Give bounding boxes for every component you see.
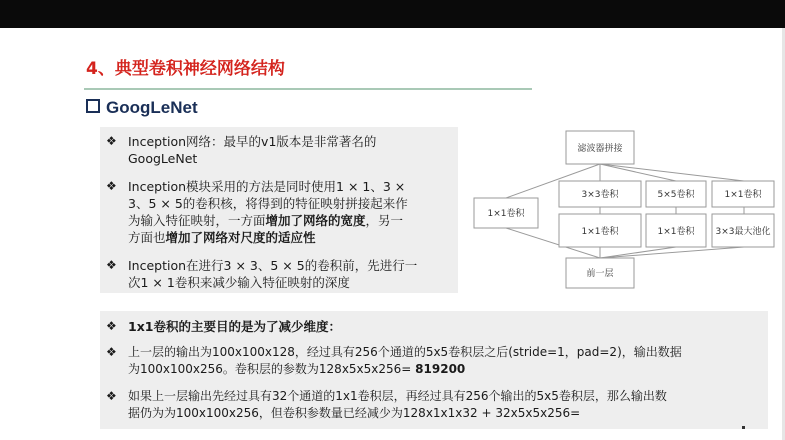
bullet-text-line (128, 212, 454, 229)
title-underline (84, 88, 532, 90)
bullet-text-line: 上一层的输出为100x100x128，经过具有256个通道的5x5卷积层之后(stride=1，pad=2)，输出数据 (128, 345, 682, 359)
node-label: 3×3最大池化 (715, 227, 771, 237)
node-label: 5×5卷积 (657, 190, 695, 200)
node-conv-1x1-left (474, 198, 538, 228)
node-label: 1×1卷积 (487, 209, 525, 219)
edge (600, 247, 744, 258)
bullet-text-line: Inception网络：最早的v1版本是非常著名的 (128, 134, 377, 149)
bullet-text-line: Inception模块采用的方法是同时使用1 × 1、3 × (128, 179, 406, 194)
node-conv-5x5 (646, 181, 706, 207)
bullet-text-line (128, 229, 454, 246)
diamond-bullet-icon: ❖ (106, 179, 117, 193)
bullet-text-line: GoogLeNet (128, 151, 198, 166)
diamond-bullet-icon: ❖ (106, 134, 117, 148)
bullet-text-line: Inception在进行3 × 3、5 × 5的卷积前，先进行一 (128, 258, 418, 273)
node-maxpool-3x3 (712, 214, 774, 247)
node-label: 前一层 (586, 269, 614, 279)
node-label: 1×1卷积 (724, 190, 762, 200)
node-filter-concat (566, 131, 634, 164)
bullet-inception-module (106, 178, 454, 246)
bold-emphasis: 增加了网络对尺度的适应性 (165, 230, 316, 245)
slide-title: 4、典型卷积神经网络结构 (86, 59, 285, 79)
node-conv-1x1-top-right (712, 181, 774, 207)
bullet-heading-text: 1x1卷积的主要目的是为了减少维度： (128, 319, 341, 334)
bullet-text-line (128, 361, 766, 378)
text-fragment: 为100x100x256。卷积层的参数为128x5x5x256= (128, 362, 416, 376)
node-conv-3x3 (559, 181, 641, 207)
diamond-bullet-icon: ❖ (106, 258, 117, 272)
node-conv-1x1-a (559, 214, 641, 247)
node-label: 滤波器拼接 (577, 144, 623, 154)
text-fragment: ，另一 (365, 213, 404, 228)
bold-value: 819200 (415, 362, 466, 376)
edge (600, 164, 676, 181)
diamond-bullet-icon: ❖ (106, 389, 117, 403)
bullet-text-line: 如果上一层输出先经过具有32个通道的1x1卷积层，再经过具有256个输出的5x5卷积层，那么输出数 (128, 389, 667, 403)
edge (600, 247, 676, 258)
checkbox-bullet-icon (86, 99, 100, 113)
node-conv-1x1-b (646, 214, 706, 247)
diamond-bullet-icon: ❖ (106, 345, 117, 359)
bullet-params-reduced (106, 388, 766, 422)
bullet-params-5x5 (106, 344, 766, 378)
bullet-1x1-purpose (106, 318, 766, 335)
text-fragment: 方面也 (128, 230, 166, 245)
bullet-text-line: 3、5 × 5的卷积核，将得到的特征映射拼接起来作 (128, 196, 408, 211)
bullet-inception-network (106, 133, 454, 167)
corner-mark (742, 426, 745, 429)
section-heading-text: GoogLeNet (106, 98, 198, 117)
edge (600, 164, 744, 181)
inception-module-diagram (464, 124, 776, 290)
bullet-text-line: 次1 × 1卷积来减少输入特征映射的深度 (128, 275, 350, 290)
bold-emphasis: 增加了网络的宽度 (265, 213, 366, 228)
top-bar (0, 0, 785, 28)
bullet-inception-reduce-depth (106, 257, 454, 291)
node-label: 1×1卷积 (657, 227, 695, 237)
section-heading (86, 98, 198, 118)
diamond-bullet-icon: ❖ (106, 319, 117, 333)
node-previous-layer (566, 258, 634, 288)
node-label: 3×3卷积 (581, 190, 619, 200)
node-label: 1×1卷积 (581, 227, 619, 237)
bullet-text-line: 据仍为为100x100x256，但卷积参数量已经减少为128x1x1x32 + 32x5x5x256= (128, 406, 581, 420)
text-fragment: 为输入特征映射，一方面 (128, 213, 266, 228)
